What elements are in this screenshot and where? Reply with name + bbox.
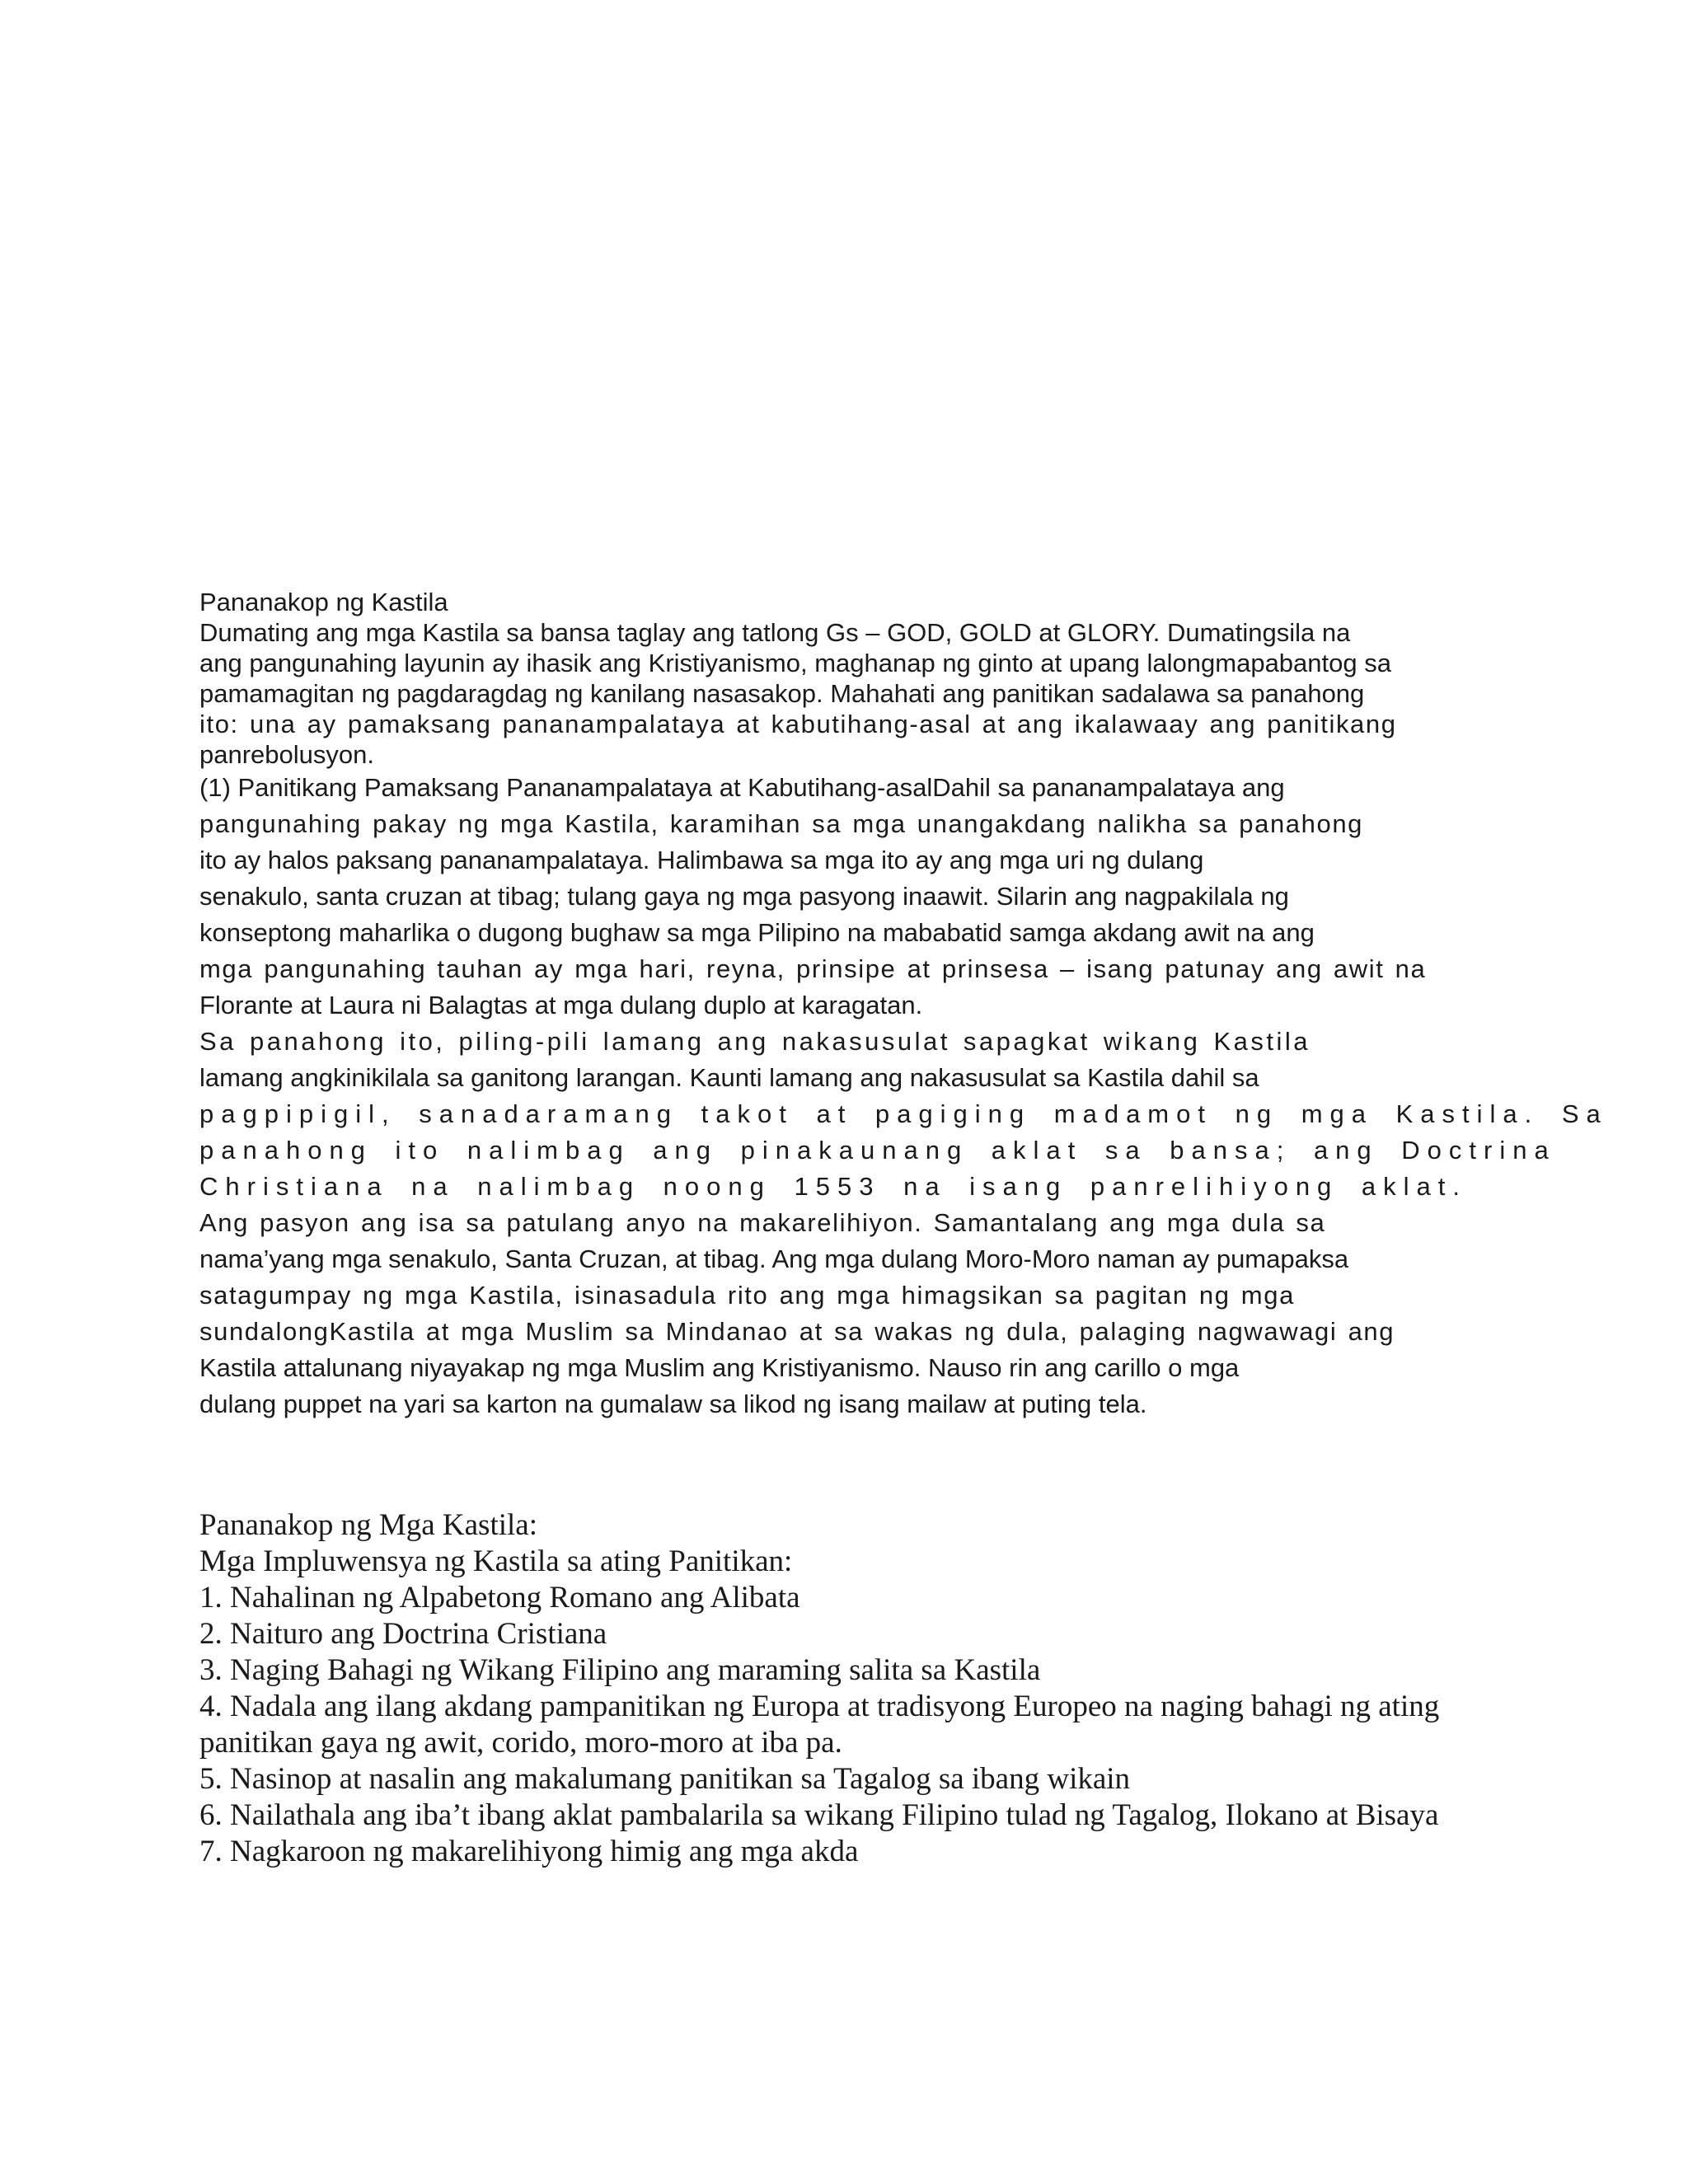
list-item: 5. Nasinop at nasalin ang makalumang panitikan sa Tagalog sa ibang wikain <box>199 1762 1131 1796</box>
paragraph-line: sundalongKastila at mga Muslim sa Mindanao at sa wakas ng dula, palaging nagwawagi ang <box>199 1317 1395 1346</box>
paragraph-line: pangunahing pakay ng mga Kastila, karamihan sa mga unangakdang nalikha sa panahong <box>199 809 1363 838</box>
paragraph-line: dulang puppet na yari sa karton na gumalaw sa likod ng isang mailaw at puting tela. <box>199 1390 1147 1418</box>
paragraph-line: Christiana na nalimbag noong 1553 na isang panrelihiyong aklat. <box>199 1172 1468 1201</box>
influences-section <box>199 1507 1498 1870</box>
paragraph-line: Dumating ang mga Kastila sa bansa taglay ang tatlong Gs – GOD, GOLD at GLORY. Dumatingsila na <box>199 618 1351 647</box>
paragraph-line: mga pangunahing tauhan ay mga hari, reyna, prinsipe at prinsesa – isang patunay ang awit na <box>199 954 1427 983</box>
paragraph-line: Florante at Laura ni Balagtas at mga dulang duplo at karagatan. <box>199 991 923 1019</box>
paragraph-line: ito: una ay pamaksang pananampalataya at kabutihang-asal at ang ikalawaay ang panitikang <box>199 710 1397 738</box>
paragraph-line: Ang pasyon ang isa sa patulang anyo na makarelihiyon. Samantalang ang mga dula sa <box>199 1208 1326 1237</box>
list-item: 3. Naging Bahagi ng Wikang Filipino ang maraming salita sa Kastila <box>199 1653 1041 1687</box>
paragraph-line: satagumpay ng mga Kastila, isinasadula rito ang mga himagsikan sa pagitan ng mga <box>199 1281 1295 1310</box>
paragraph-line: ito ay halos paksang pananampalataya. Halimbawa sa mga ito ay ang mga uri ng dulang <box>199 846 1204 874</box>
paragraph-line: Sa panahong ito, piling-pili lamang ang nakasusulat sapagkat wikang Kastila <box>199 1027 1311 1056</box>
list-item: 4. Nadala ang ilang akdang pampanitikan ng Europa at tradisyong Europeo na naging bahagi ng ating panitikan gaya ng awit, corido, moro-moro at iba pa. <box>199 1690 1440 1760</box>
paragraph-line: ang pangunahing layunin ay ihasik ang Kristiyanismo, maghanap ng ginto at upang lalongmapabantog sa <box>199 649 1391 677</box>
paragraph-line: pagpipigil, sanadaramang takot at pagiging madamot ng mga Kastila. Sa <box>199 1099 1608 1128</box>
paragraph-line: pamamagitan ng pagdaragdag ng kanilang nasasakop. Mahahati ang panitikan sadalawa sa panahong <box>199 679 1365 708</box>
list-item: 2. Naituro ang Doctrina Cristiana <box>199 1617 607 1651</box>
paragraph-line: konseptong maharlika o dugong bughaw sa mga Pilipino na mababatid samga akdang awit na ang <box>199 918 1315 947</box>
paragraph-line: panrebolusyon. <box>199 740 374 769</box>
paragraph-line: nama’yang mga senakulo, Santa Cruzan, at tibag. Ang mga dulang Moro-Moro naman ay pumapaksa <box>199 1244 1349 1273</box>
section-heading: Pananakop ng Mga Kastila: <box>199 1508 537 1542</box>
paragraph-line: (1) Panitikang Pamaksang Pananampalataya at Kabutihang-asalDahil sa pananampalataya ang <box>199 773 1285 802</box>
list-item: 6. Nailathala ang iba’t ibang aklat pambalarila sa wikang Filipino tulad ng Tagalog, Ilokano at Bisaya <box>199 1798 1439 1832</box>
essay-section <box>199 587 1608 1422</box>
section-subheading: Mga Impluwensya ng Kastila sa ating Panitikan: <box>199 1544 793 1578</box>
paragraph-line: Kastila attalunang niyayakap ng mga Muslim ang Kristiyanismo. Nauso rin ang carillo o mga <box>199 1353 1240 1382</box>
paragraph-line: senakulo, santa cruzan at tibag; tulang gaya ng mga pasyong inaawit. Silarin ang nagpakilala ng <box>199 882 1289 911</box>
list-item: 1. Nahalinan ng Alpabetong Romano ang Alibata <box>199 1581 800 1615</box>
section-heading: Pananakop ng Kastila <box>199 588 448 616</box>
list-item: 7. Nagkaroon ng makarelihiyong himig ang mga akda <box>199 1835 859 1868</box>
paragraph-line: lamang angkinikilala sa ganitong larangan. Kaunti lamang ang nakasusulat sa Kastila dahil sa <box>199 1063 1259 1092</box>
paragraph-line: panahong ito nalimbag ang pinakaunang aklat sa bansa; ang Doctrina <box>199 1136 1556 1165</box>
